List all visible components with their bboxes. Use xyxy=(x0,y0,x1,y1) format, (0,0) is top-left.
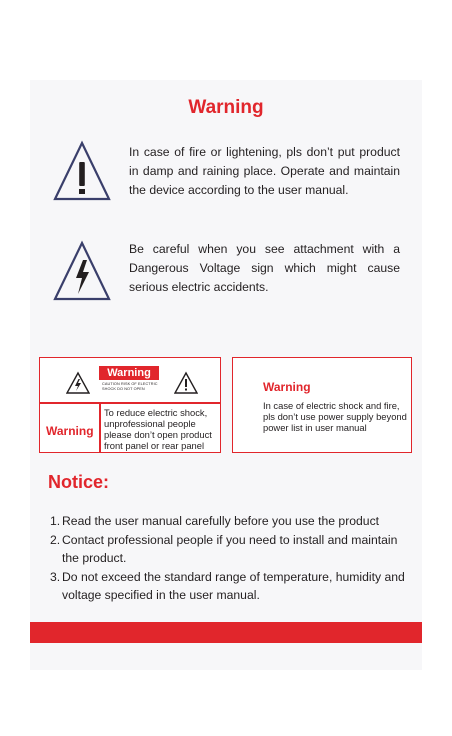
list-item xyxy=(50,568,405,605)
caution-banner-title: Warning xyxy=(99,366,159,380)
list-item xyxy=(50,531,405,568)
label-warning-heading: Warning xyxy=(46,424,94,438)
voltage-warning-text: Be careful when you see attachment with a Dangerous Voltage sign which might cause serious electric accidents. xyxy=(129,242,400,294)
caution-banner-line-1: CAUTION RISK OF ELECTRIC xyxy=(102,382,158,386)
list-item-text: Contact professional people if you need to install and maintain the product. xyxy=(62,532,398,565)
notice-list xyxy=(50,512,405,605)
list-item-number: 1. xyxy=(50,514,61,528)
label-warning-text: To reduce electric shock, unprofessional people please don’t open product front panel or rear panel xyxy=(104,407,212,451)
list-item-number: 2. xyxy=(50,532,61,547)
caution-banner-line-2: SHOCK DO NOT OPEN xyxy=(102,387,145,391)
notice-title: Notice: xyxy=(48,472,110,492)
label-warning-text: In case of electric shock and fire, pls don’t use power supply beyond power list in user manual xyxy=(263,400,407,433)
footer-accent-bar xyxy=(30,622,422,643)
caution-banner xyxy=(99,366,159,396)
divider xyxy=(99,402,101,452)
fire-warning-text: In case of fire or lightening, pls don’t put product in damp and raining place. Operate and maintain the device according to the user manual. xyxy=(129,145,400,197)
warning-title: Warning xyxy=(188,97,264,118)
exclamation-warning-icon xyxy=(174,371,198,395)
power-supply-warning-label xyxy=(232,357,412,453)
list-item xyxy=(50,512,405,531)
list-item-text: Do not exceed the standard range of temperature, humidity and voltage specified in the user manual. xyxy=(62,569,405,602)
high-voltage-icon xyxy=(66,371,90,395)
list-item-number: 3. xyxy=(50,569,61,584)
high-voltage-icon xyxy=(52,240,112,302)
divider xyxy=(40,402,220,404)
shock-caution-label xyxy=(39,357,221,453)
list-item-text: Read the user manual carefully before you use the product xyxy=(62,514,380,528)
label-warning-heading: Warning xyxy=(263,380,311,394)
exclamation-warning-icon xyxy=(52,140,112,202)
